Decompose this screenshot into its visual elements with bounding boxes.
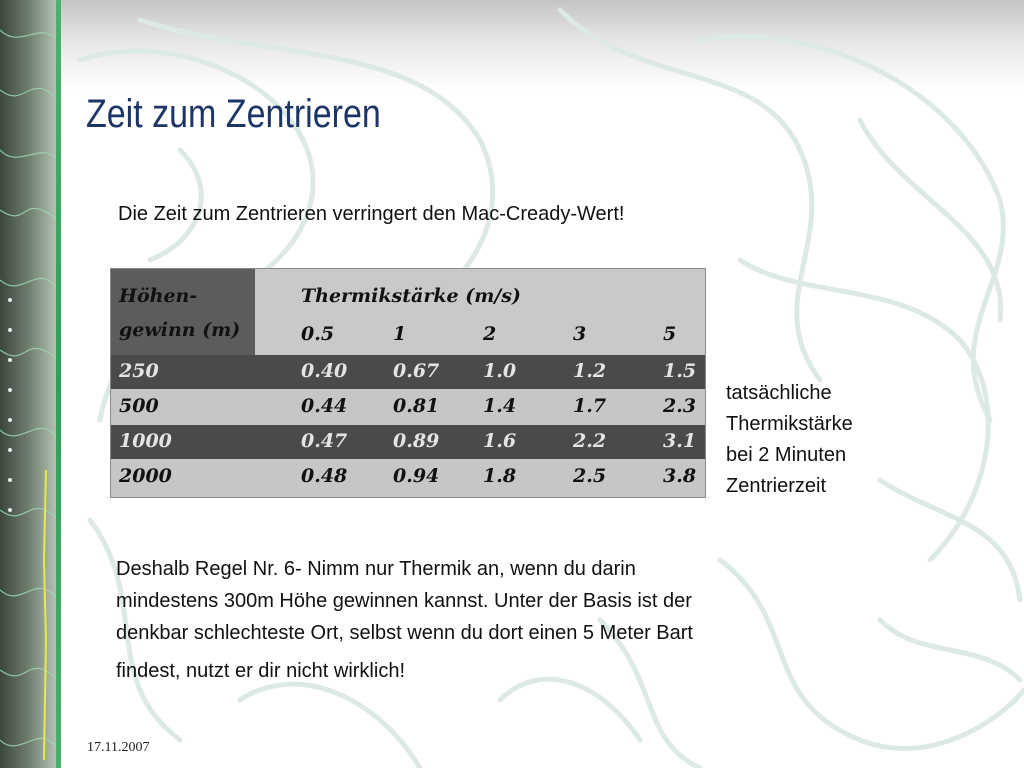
table-header-gain-line2: gewinn (m) [119, 319, 241, 341]
table-cell-gain: 250 [119, 360, 159, 382]
table-cell: 0.81 [393, 395, 440, 417]
table-header-gain-line1: Höhen- [119, 285, 198, 307]
table-header-row [111, 269, 705, 355]
side-note-line: Thermikstärke [726, 413, 853, 435]
table-cell: 0.67 [393, 360, 440, 382]
rule-paragraph [116, 553, 876, 687]
table-header-thermal-strength: Thermikstärke (m/s) [301, 285, 521, 307]
table-cell: 1.2 [573, 360, 607, 382]
table-row [111, 459, 705, 497]
table-cell-gain: 500 [119, 395, 159, 417]
side-strip-green-edge [56, 0, 61, 768]
table-cell: 1.8 [483, 465, 517, 487]
table-header-left-block [111, 269, 255, 355]
table-cell: 0.44 [301, 395, 348, 417]
side-note [726, 378, 853, 502]
table-cell-gain: 2000 [119, 465, 172, 487]
slide-subtitle: Die Zeit zum Zentrieren verringert den Mac-Cready-Wert! [118, 203, 625, 225]
table-cell: 0.89 [393, 430, 440, 452]
table-cell: 1.6 [483, 430, 517, 452]
thermal-table-image [110, 268, 706, 498]
table-cell-gain: 1000 [119, 430, 172, 452]
table-cell: 3.1 [663, 430, 697, 452]
table-cell: 2.2 [573, 430, 607, 452]
rule-line: findest, nutzt er dir nicht wirklich! [116, 660, 405, 682]
table-cell: 0.47 [301, 430, 348, 452]
rule-line: Deshalb Regel Nr. 6- Nimm nur Thermik an, wenn du darin [116, 558, 636, 580]
table-cell: 1.4 [483, 395, 517, 417]
footer-date: 17.11.2007 [87, 740, 150, 755]
table-col-header: 5 [663, 323, 677, 345]
table-cell: 2.5 [573, 465, 607, 487]
rule-line: denkbar schlechteste Ort, selbst wenn du dort einen 5 Meter Bart [116, 622, 693, 644]
table-col-header: 3 [573, 323, 587, 345]
table-row [111, 425, 705, 459]
decorative-map-strip [0, 0, 58, 768]
side-note-line: tatsächliche [726, 382, 832, 404]
table-cell: 0.40 [301, 360, 348, 382]
table-cell: 1.7 [573, 395, 607, 417]
table-cell: 2.3 [663, 395, 697, 417]
table-col-header: 0.5 [301, 323, 335, 345]
side-note-line: Zentrierzeit [726, 475, 827, 497]
side-note-line: bei 2 Minuten [726, 444, 847, 466]
table-cell: 1.0 [483, 360, 517, 382]
table-cell: 0.94 [393, 465, 440, 487]
table-cell: 0.48 [301, 465, 348, 487]
slide-title: Zeit zum Zentrieren [86, 92, 381, 136]
table-cell: 1.5 [663, 360, 697, 382]
rule-line: mindestens 300m Höhe gewinnen kannst. Unter der Basis ist der [116, 590, 692, 612]
table-row [111, 355, 705, 389]
table-col-header: 1 [393, 323, 407, 345]
table-cell: 3.8 [663, 465, 697, 487]
table-col-header: 2 [483, 323, 497, 345]
table-row [111, 389, 705, 425]
